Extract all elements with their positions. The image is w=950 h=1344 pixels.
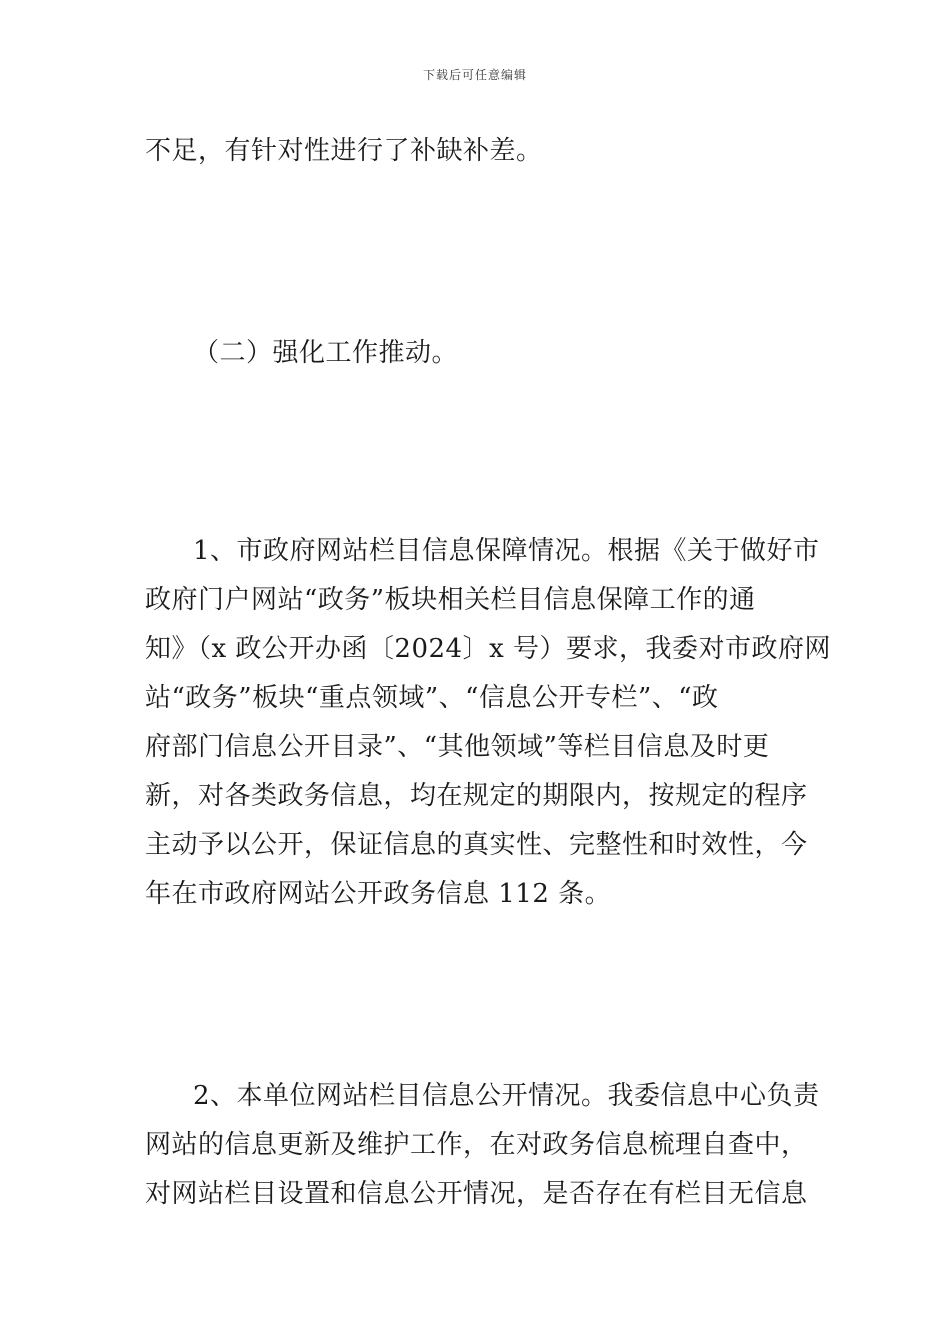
paragraph-line: 对网站栏目设置和信息公开情况，是否存在有栏目无信息	[145, 1179, 808, 1209]
paragraph-line: 府部门信息公开目录”、“其他领域”等栏目信息及时更	[145, 732, 770, 762]
paragraph-line: 1、市政府网站栏目信息保障情况。根据《关于做好市	[193, 536, 820, 566]
paragraph-line: 年在市政府网站公开政务信息 112 条。	[145, 879, 612, 909]
paragraph-line: 新，对各类政务信息，均在规定的期限内，按规定的程序	[145, 781, 808, 811]
paragraph-line: 2、本单位网站栏目信息公开情况。我委信息中心负责	[193, 1081, 820, 1111]
paragraph-line: 政府门户网站“政务”板块相关栏目信息保障工作的通	[145, 585, 756, 615]
section-heading: （二）强化工作推动。	[193, 338, 459, 368]
paragraph-line: 网站的信息更新及维护工作，在对政务信息梳理自查中，	[145, 1130, 808, 1160]
paragraph-line: 知》（x 政公开办函〔2024〕x 号）要求，我委对市政府网	[145, 634, 832, 664]
header-note: 下载后可任意编辑	[422, 68, 527, 82]
paragraph-line: 主动予以公开，保证信息的真实性、完整性和时效性，今	[145, 830, 808, 860]
paragraph-line: 站“政务”板块“重点领域”、“信息公开专栏”、“政	[145, 683, 719, 713]
paragraph-line: 不足，有针对性进行了补缺补差。	[145, 136, 543, 166]
